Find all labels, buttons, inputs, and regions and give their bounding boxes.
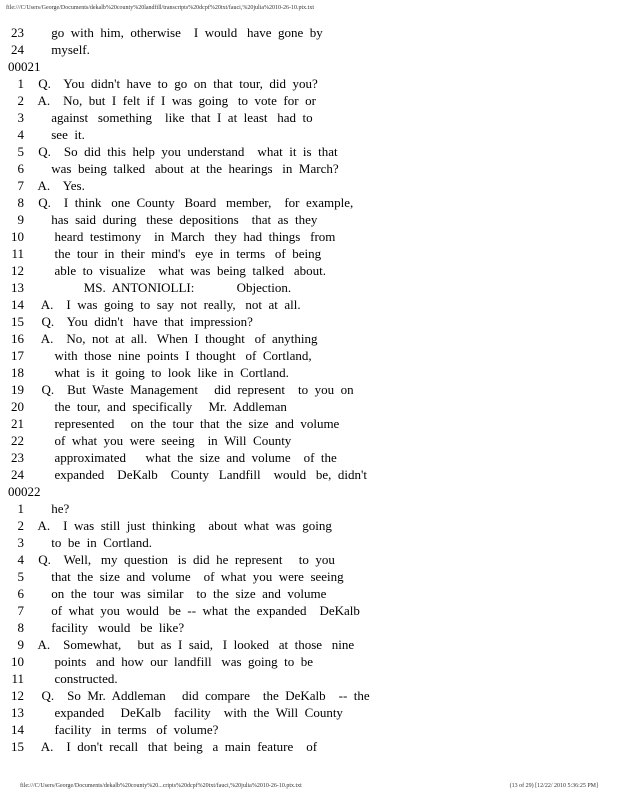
line-text: A. Somewhat, but as I said, I looked at those nine [35,637,355,652]
line-text: against something like that I at least had to [35,110,313,125]
line-number: 15 [11,739,24,754]
transcript-line [0,449,618,466]
line-text: of what you would be -- what the expanded DeKalb [35,603,360,618]
line-number: 12 [11,263,24,278]
transcript-line [0,585,618,602]
transcript-line [0,313,618,330]
line-number: 8 [17,195,24,210]
line-text: Q. So did this help you understand what it is that [35,144,338,159]
line-text: on the tour was similar to the size and volume [35,586,327,601]
transcript-line [0,517,618,534]
line-text: Q. I think one County Board member, for example, [35,195,354,210]
line-text: facility in terms of volume? [35,722,219,737]
line-text: has said during these depositions that as they [35,212,318,227]
transcript-line [0,126,618,143]
line-number: 14 [11,722,24,737]
line-text: A. Yes. [35,178,85,193]
transcript-line [0,296,618,313]
transcript-line [0,143,618,160]
line-text: see it. [35,127,85,142]
line-text: facility would be like? [35,620,185,635]
transcript-line [0,109,618,126]
line-number: 10 [11,229,24,244]
page-number: 00022 [8,484,41,499]
page-number-marker [0,483,618,500]
transcript-line [0,262,618,279]
transcript-line [0,330,618,347]
transcript-line [0,160,618,177]
line-number: 21 [11,416,24,431]
line-number: 16 [11,331,24,346]
line-number: 18 [11,365,24,380]
line-number: 2 [17,93,24,108]
line-text: myself. [35,42,90,57]
line-text: approximated what the size and volume of the [35,450,337,465]
line-number: 10 [11,654,24,669]
transcript-line [0,279,618,296]
line-number: 7 [17,178,24,193]
transcript-line [0,704,618,721]
transcript-line [0,75,618,92]
transcript-line [0,211,618,228]
transcript-line [0,466,618,483]
page-number: 00021 [8,59,41,74]
transcript-line [0,721,618,738]
transcript-line [0,568,618,585]
line-number: 19 [11,382,24,397]
transcript-line [0,398,618,415]
line-text: expanded DeKalb facility with the Will County [35,705,343,720]
line-number: 23 [11,25,24,40]
line-number: 24 [11,42,24,57]
line-text: able to visualize what was being talked about. [35,263,326,278]
line-number: 2 [17,518,24,533]
line-number: 23 [11,450,24,465]
transcript-line [0,636,618,653]
line-text: A. No, not at all. When I thought of anything [35,331,318,346]
line-text: A. I was going to say not really, not at all. [35,297,301,312]
line-text: heard testimony in March they had things from [35,229,336,244]
line-text: what is it going to look like in Cortland. [35,365,289,380]
line-number: 17 [11,348,24,363]
line-number: 11 [11,671,24,686]
line-number: 9 [17,637,24,652]
line-text: Q. So Mr. Addleman did compare the DeKalb -- the [35,688,370,703]
line-text: with those nine points I thought of Cortland, [35,348,312,363]
line-text: A. I don't recall that being a main feature of [35,739,318,754]
line-number: 11 [11,246,24,261]
line-text: he? [35,501,70,516]
transcript-line [0,228,618,245]
transcript-line [0,432,618,449]
line-number: 6 [17,586,24,601]
line-text: was being talked about at the hearings in March? [35,161,339,176]
transcript-body [0,24,618,755]
line-text: A. I was still just thinking about what was going [35,518,332,533]
line-number: 13 [11,280,24,295]
transcript-line [0,194,618,211]
line-number: 24 [11,467,24,482]
transcript-line [0,670,618,687]
transcript-line [0,92,618,109]
line-number: 1 [17,501,24,516]
line-number: 5 [17,144,24,159]
transcript-line [0,347,618,364]
transcript-line [0,619,618,636]
transcript-line [0,602,618,619]
line-number: 8 [17,620,24,635]
line-number: 12 [11,688,24,703]
line-text: of what you were seeing in Will County [35,433,292,448]
line-number: 6 [17,161,24,176]
transcript-line [0,364,618,381]
transcript-line [0,245,618,262]
line-number: 7 [17,603,24,618]
line-text: Q. Well, my question is did he represent to you [35,552,335,567]
line-number: 3 [17,535,24,550]
footer-page-info: (13 of 29) [12/22/ 2010 5:36:25 PM] [509,783,598,789]
transcript-line [0,41,618,58]
line-text: represented on the tour that the size and volume [35,416,340,431]
transcript-line [0,738,618,755]
line-text: that the size and volume of what you were seeing [35,569,344,584]
line-text: the tour, and specifically Mr. Addleman [35,399,287,414]
transcript-line [0,24,618,41]
line-text: to be in Cortland. [35,535,152,550]
line-number: 3 [17,110,24,125]
line-number: 9 [17,212,24,227]
line-text: A. No, but I felt if I was going to vote for or [35,93,316,108]
line-number: 15 [11,314,24,329]
line-text: Q. But Waste Management did represent to you on [35,382,354,397]
transcript-line [0,381,618,398]
transcript-line [0,500,618,517]
line-number: 14 [11,297,24,312]
transcript-line [0,415,618,432]
file-path-header: file:///C/Users/George/Documents/dekalb%20county%20landfill/transcripts%20dcpf%20txt/fauci,%20julia%2010-26-10.ptx.txt [6,5,314,11]
transcript-line [0,687,618,704]
line-text: MS. ANTONIOLLI: Objection. [35,280,292,295]
line-text: the tour in their mind's eye in terms of being [35,246,322,261]
line-text: Q. You didn't have that impression? [35,314,253,329]
line-number: 1 [17,76,24,91]
line-number: 13 [11,705,24,720]
line-text: go with him, otherwise I would have gone by [35,25,323,40]
line-number: 5 [17,569,24,584]
transcript-line [0,551,618,568]
line-number: 4 [17,127,24,142]
line-text: expanded DeKalb County Landfill would be, didn't [35,467,367,482]
line-text: Q. You didn't have to go on that tour, did you? [35,76,318,91]
line-number: 22 [11,433,24,448]
line-number: 4 [17,552,24,567]
transcript-line [0,653,618,670]
line-text: constructed. [35,671,118,686]
page-number-marker [0,58,618,75]
transcript-line [0,177,618,194]
line-number: 20 [11,399,24,414]
footer-file-path: file:///C/Users/George/Documents/dekalb%20county%20...cripts%20dcpf%20txt/fauci,%20julia%2010-26-10.ptx.txt [20,783,302,789]
transcript-line [0,534,618,551]
line-text: points and how our landfill was going to be [35,654,314,669]
